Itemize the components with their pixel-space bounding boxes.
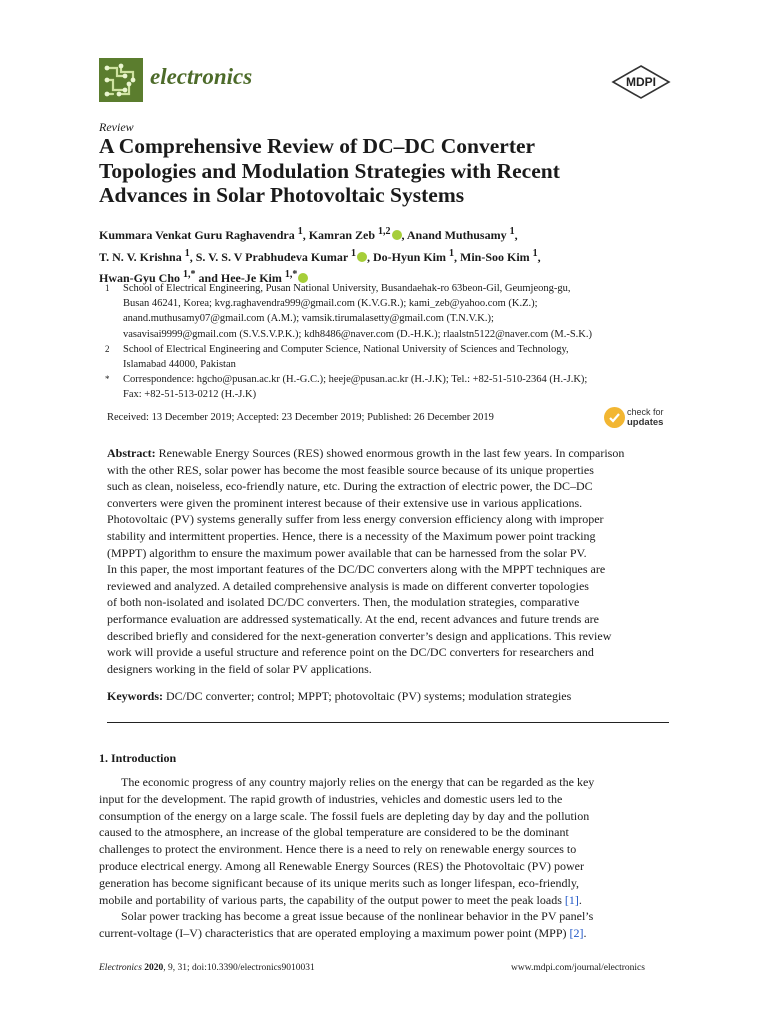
journal-name: electronics	[150, 64, 253, 89]
check-updates-icon	[604, 407, 625, 428]
body-line: The economic progress of any country majorly relies on the energy that can be regarded as the key	[121, 775, 595, 789]
abstract-line: converters were given the prominent interest because of their extensive use in various applications.	[107, 495, 583, 510]
title-line: Topologies and Modulation Strategies with Recent	[99, 158, 560, 183]
publication-dates: Received: 13 December 2019; Accepted: 23 December 2019; Published: 26 December 2019	[107, 412, 494, 423]
abstract-line: Photovoltaic (PV) systems generally suffer from less energy conversion efficiency along with improper	[107, 512, 604, 527]
abstract-line: such as clean, noiseless, eco-friendly nature, etc. During the extraction of electric power, the DC–DC	[107, 479, 593, 494]
abstract-line: work will provide a useful structure and reference point on the DC/DC converters for researchers and	[107, 645, 594, 660]
affiliation-mark: *	[105, 374, 110, 385]
journal-logo-icon	[99, 58, 143, 102]
abstract-line: described briefly and considered for the next-generation converter’s design and applications. This review	[107, 628, 612, 643]
title-line: Advances in Solar Photovoltaic Systems	[99, 183, 465, 207]
abstract-line: stability and intermittent properties. Hence, there is a necessity of the Maximum power point tracking	[107, 528, 596, 543]
citation-link[interactable]: [1]	[564, 892, 579, 907]
abstract-line: Abstract: Renewable Energy Sources (RES) showed enormous growth in the last few years. In comparison	[107, 446, 625, 460]
footer-citation: Electronics 2020, 9, 31; doi:10.3390/electronics9010031	[99, 963, 315, 973]
affiliation-2: 2 School of Electrical Engineering and Computer Science, National University of Sciences and Technology, Islamabad 44000, Pakistan	[105, 343, 569, 371]
body-line: consumption of the energy on a large scale. The fossil fuels are depleting day by day and the pollution	[99, 808, 590, 823]
mdpi-logo-text: MDPI	[626, 75, 656, 89]
abstract-line: In this paper, the most important features of the DC/DC converters along with the MPPT techniques are	[107, 562, 606, 577]
check-for-updates-button[interactable]: check for updates	[604, 406, 674, 430]
section-title: 1. Introduction	[99, 751, 177, 765]
keywords-label: Keywords:	[107, 689, 163, 703]
author-line: Hwan-Gyu Cho $^{1,*}$ and Hee-Je Kim $^{1,*}$	[99, 266, 679, 288]
abstract	[107, 445, 673, 677]
body-line: mobile and portability of various parts, the capability of the output power to meet the peak loads [1].	[99, 892, 582, 907]
orcid-icon[interactable]	[357, 252, 367, 262]
body-line: input for the development. The rapid growth of industries, vehicles and domestic users led to the	[99, 791, 563, 806]
abstract-label: Abstract:	[107, 446, 156, 460]
author-line: Kummara Venkat Guru Raghavendra $^1$, Kamran Zeb $^{1,2}$ , Anand Muthusamy $^1$,	[99, 226, 518, 242]
abstract-line: with the other RES, solar power has become the most feasible source because of its unique properties	[107, 462, 594, 477]
citation-link[interactable]: [2]	[569, 926, 584, 941]
affiliation-1: 1 School of Electrical Engineering, Pusan National University, Busandaehak-ro 63beon-Gil, Geumjeong-gu, Busan 46241, Korea; kvg.raghavendra999@gmail.com (K.V.G.R.); kami_zeb@yahoo.com (K.Z.); anand.muthusamy07@gmail.com (A.M.); vamsik.tirumalasetty@gmail.com (T.N.V.K.); vasavisai9999@gmail.com (S.V.S.V.P.K.); kdh8486@naver.com (D.-H.K.); rlaalstn5122@naver.com (M.-S.K.)	[105, 283, 592, 340]
abstract-line: performance evaluation are addressed systematically. At the end, recent advances and future trends are	[107, 611, 599, 626]
correspondence: * Correspondence: hgcho@pusan.ac.kr (H.-G.C.); heeje@pusan.ac.kr (H.-J.K); Tel.: +82-51-510-2364 (H.-J.K); Fax: +82-51-513-0212 (H.-J.K)	[105, 374, 588, 401]
paper-title	[99, 134, 699, 208]
keywords: Keywords: DC/DC converter; control; MPPT; photovoltaic (PV) systems; modulation strategies	[107, 689, 572, 703]
abstract-line: designers working in the field of solar PV applications.	[107, 661, 372, 676]
body-line: produce electrical energy. Among all Renewable Energy Sources (RES) the Photovoltaic (PV) power	[99, 858, 584, 873]
body-line: challenges to protect the environment. Hence there is a need to rely on renewable energy sources to	[99, 842, 577, 857]
orcid-icon[interactable]	[392, 230, 402, 240]
introduction-text	[99, 774, 671, 942]
body-line: generation has become significant because of its unique merits such as longer lifespan, eco-friendly,	[99, 875, 580, 890]
title-line: A Comprehensive Review of DC–DC Converter	[99, 134, 536, 158]
body-line: caused to the atmosphere, an increase of the global temperature are considered to be the dominant	[99, 825, 569, 840]
mdpi-logo-icon	[611, 65, 671, 99]
author-list	[99, 223, 679, 288]
article-type: Review	[99, 120, 134, 134]
author-line: T. N. V. Krishna $^1$, S. V. S. V Prabhudeva Kumar $^1$ , Do-Hyun Kim $^1$, Min-Soo Kim $^1$,	[99, 247, 541, 264]
abstract-line: of both non-isolated and isolated DC/DC converters. Then, the modulation strategies, comparative	[107, 595, 580, 610]
body-line: current-voltage (I–V) characteristics that are operated employing a maximum power point (MPP) [2].	[99, 926, 587, 941]
abstract-line: reviewed and analyzed. A detailed comprehensive analysis is made on different converter topologies	[107, 578, 589, 593]
affiliation-mark: 2	[105, 343, 110, 354]
footer-url[interactable]: www.mdpi.com/journal/electronics	[511, 963, 645, 973]
body-line: Solar power tracking has become a great issue because of the nonlinear behavior in the PV panel’s	[121, 909, 594, 924]
section-divider	[107, 722, 669, 723]
affiliation-mark: 1	[105, 283, 110, 293]
abstract-line: (MPPT) algorithm to ensure the maximum power available that can be harnessed from the solar PV.	[107, 545, 587, 560]
affiliations	[99, 281, 679, 403]
